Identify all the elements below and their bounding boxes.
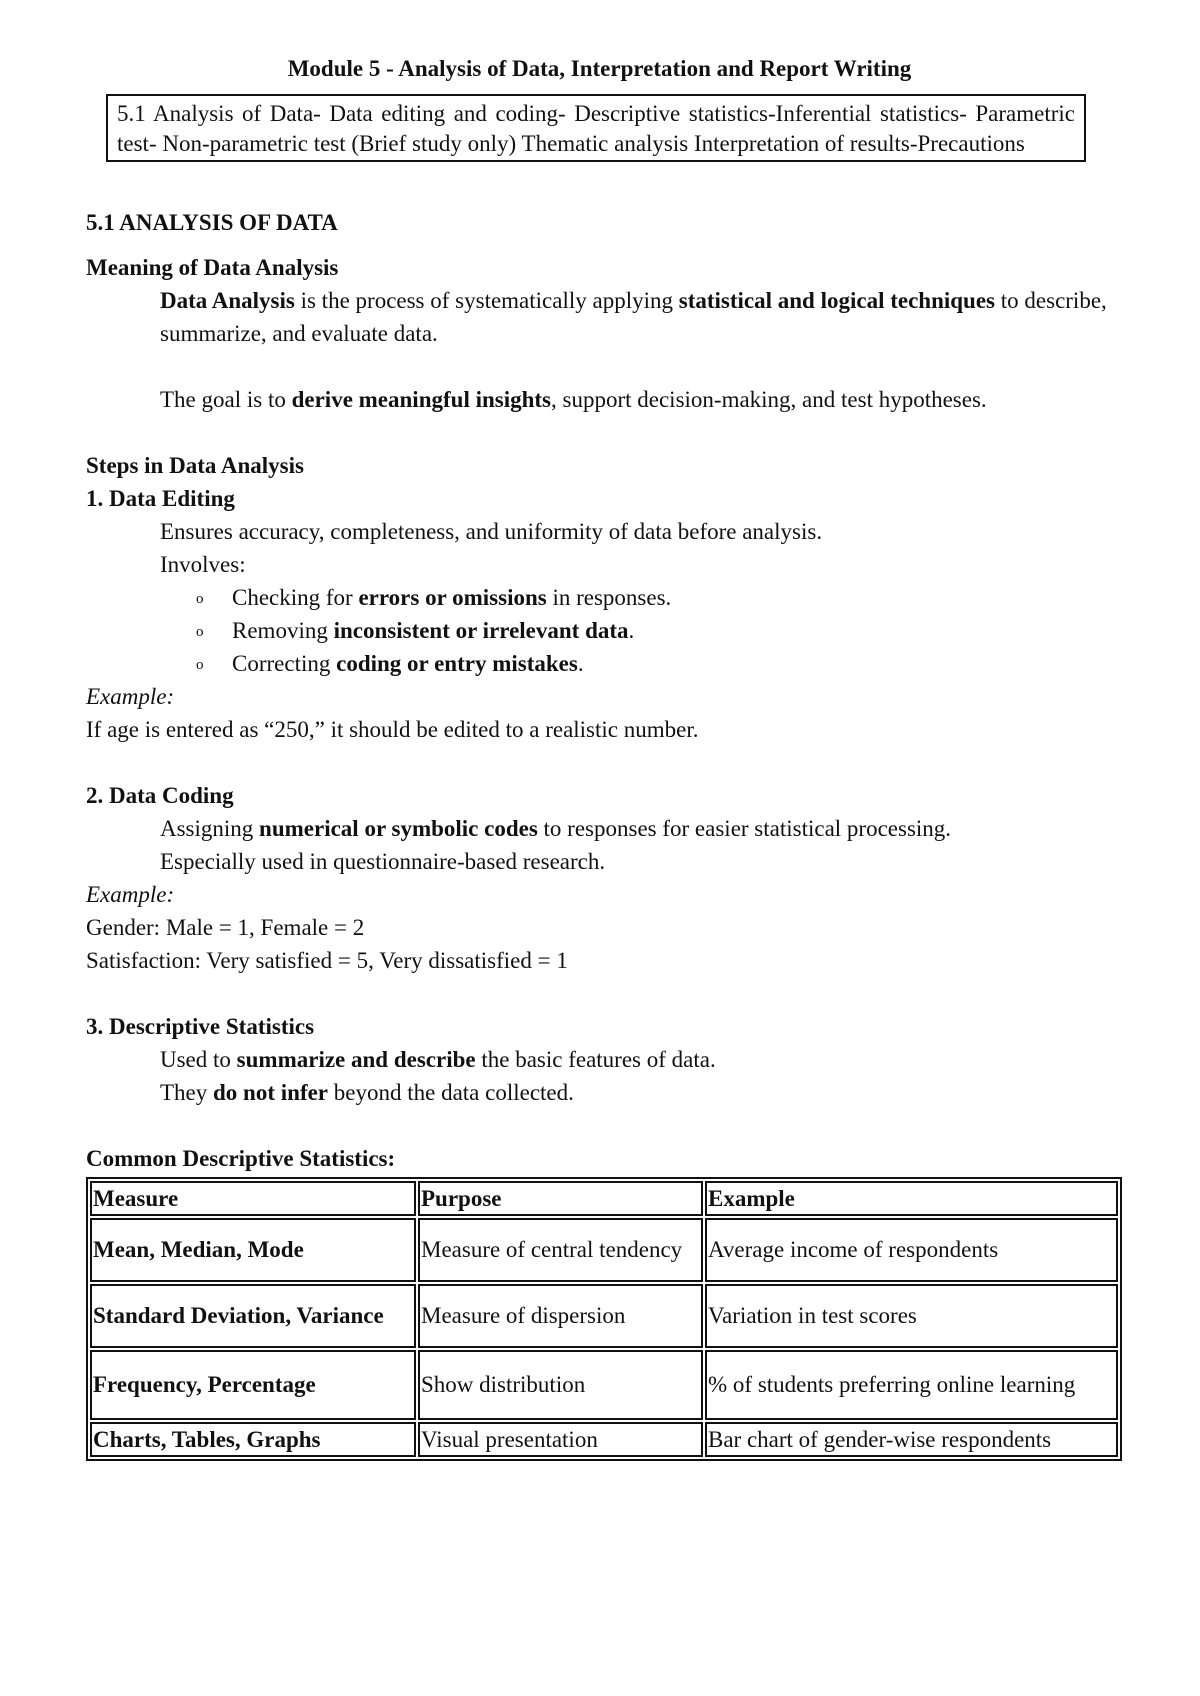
data-editing-line-2: Involves: [160, 552, 246, 577]
descriptive-emphasis: do not infer [213, 1080, 329, 1105]
coding-emphasis: numerical or symbolic codes [259, 816, 538, 841]
table-row [90, 1422, 1118, 1457]
table-row [90, 1350, 1118, 1420]
goal-text-1: The goal is to [160, 387, 292, 412]
table-cell: Visual presentation [418, 1422, 703, 1457]
table-cell: Average income of respondents [705, 1218, 1118, 1282]
bullet-text: in responses. [546, 585, 672, 610]
list-item [196, 647, 1122, 680]
data-editing-bullets [86, 581, 1122, 680]
coding-text-2: to responses for easier statistical processing. [537, 816, 952, 841]
descriptive-text-2: the basic features of data. [475, 1047, 716, 1072]
descriptive-statistics-table [86, 1177, 1122, 1461]
bullet-text: Checking for [232, 585, 359, 610]
descriptive-text-4: beyond the data collected. [328, 1080, 574, 1105]
column-header: Measure [90, 1181, 416, 1216]
table-cell: Mean, Median, Mode [90, 1218, 416, 1282]
list-item [196, 614, 1122, 647]
document-title: Module 5 - Analysis of Data, Interpretation and Report Writing [287, 56, 912, 81]
editing-example-text: If age is entered as “250,” it should be edited to a realistic number. [86, 717, 699, 742]
table-row [90, 1284, 1118, 1348]
meaning-paragraph-2 [86, 383, 1122, 416]
data-coding-heading: 2. Data Coding [86, 783, 234, 808]
bullet-text: Correcting [232, 651, 337, 676]
steps-heading: Steps in Data Analysis [86, 453, 304, 478]
data-editing-heading: 1. Data Editing [86, 486, 235, 511]
coding-text-1: Assigning [160, 816, 260, 841]
table-cell: Bar chart of gender-wise respondents [705, 1422, 1118, 1457]
column-header: Example [705, 1181, 1118, 1216]
coding-example-label: Example: [86, 882, 175, 907]
bullet-emphasis: errors or omissions [358, 585, 547, 610]
table-caption: Common Descriptive Statistics: [86, 1146, 396, 1171]
table-row [90, 1218, 1118, 1282]
meaning-term: Data Analysis [160, 288, 295, 313]
bullet-icon: o [196, 591, 204, 607]
meaning-text-2: to describe, summarize, and evaluate data. [160, 288, 1107, 346]
bullet-text: Removing [232, 618, 334, 643]
descriptive-line-1 [86, 1043, 1122, 1076]
table-cell: Standard Deviation, Variance [90, 1284, 416, 1348]
descriptive-line-2 [86, 1076, 1122, 1109]
column-header: Purpose [418, 1181, 703, 1216]
table-cell: % of students preferring online learning [705, 1350, 1118, 1420]
bullet-text: . [577, 651, 584, 676]
bullet-emphasis: inconsistent or irrelevant data [333, 618, 629, 643]
editing-example-label: Example: [86, 684, 175, 709]
meaning-heading: Meaning of Data Analysis [86, 255, 339, 280]
meaning-emphasis: statistical and logical techniques [678, 288, 996, 313]
bullet-text: . [628, 618, 635, 643]
bullet-icon: o [196, 624, 204, 640]
table-header-row [90, 1181, 1118, 1216]
meaning-paragraph-1 [86, 284, 1122, 350]
goal-text-2: , support decision-making, and test hypotheses. [551, 387, 987, 412]
table-cell: Variation in test scores [705, 1284, 1118, 1348]
syllabus-box: 5.1 Analysis of Data- Data editing and coding- Descriptive statistics-Inferential statistics- Parametric test- Non-parametric test (Brief study only) Thematic analysis Interpretation of results-Precautions [106, 94, 1086, 162]
section-heading: 5.1 ANALYSIS OF DATA [86, 210, 338, 235]
goal-emphasis: derive meaningful insights [291, 387, 552, 412]
descriptive-text-1: Used to [160, 1047, 237, 1072]
data-coding-line-1 [86, 812, 1122, 845]
data-coding-line-2: Especially used in questionnaire-based research. [160, 849, 606, 874]
bullet-icon: o [196, 657, 204, 673]
table-cell: Frequency, Percentage [90, 1350, 416, 1420]
document-page [86, 54, 1122, 1461]
descriptive-text-3: They [160, 1080, 214, 1105]
table-cell: Measure of dispersion [418, 1284, 703, 1348]
bullet-emphasis: coding or entry mistakes [336, 651, 578, 676]
descriptive-heading: 3. Descriptive Statistics [86, 1014, 315, 1039]
coding-example-line-2: Satisfaction: Very satisfied = 5, Very dissatisfied = 1 [86, 948, 568, 973]
table-cell: Charts, Tables, Graphs [90, 1422, 416, 1457]
coding-example-line-1: Gender: Male = 1, Female = 2 [86, 915, 365, 940]
table-cell: Show distribution [418, 1350, 703, 1420]
data-editing-line-1: Ensures accuracy, completeness, and uniformity of data before analysis. [160, 519, 823, 544]
table-cell: Measure of central tendency [418, 1218, 703, 1282]
meaning-text-1: is the process of systematically applying [294, 288, 679, 313]
list-item [196, 581, 1122, 614]
descriptive-emphasis: summarize and describe [236, 1047, 476, 1072]
